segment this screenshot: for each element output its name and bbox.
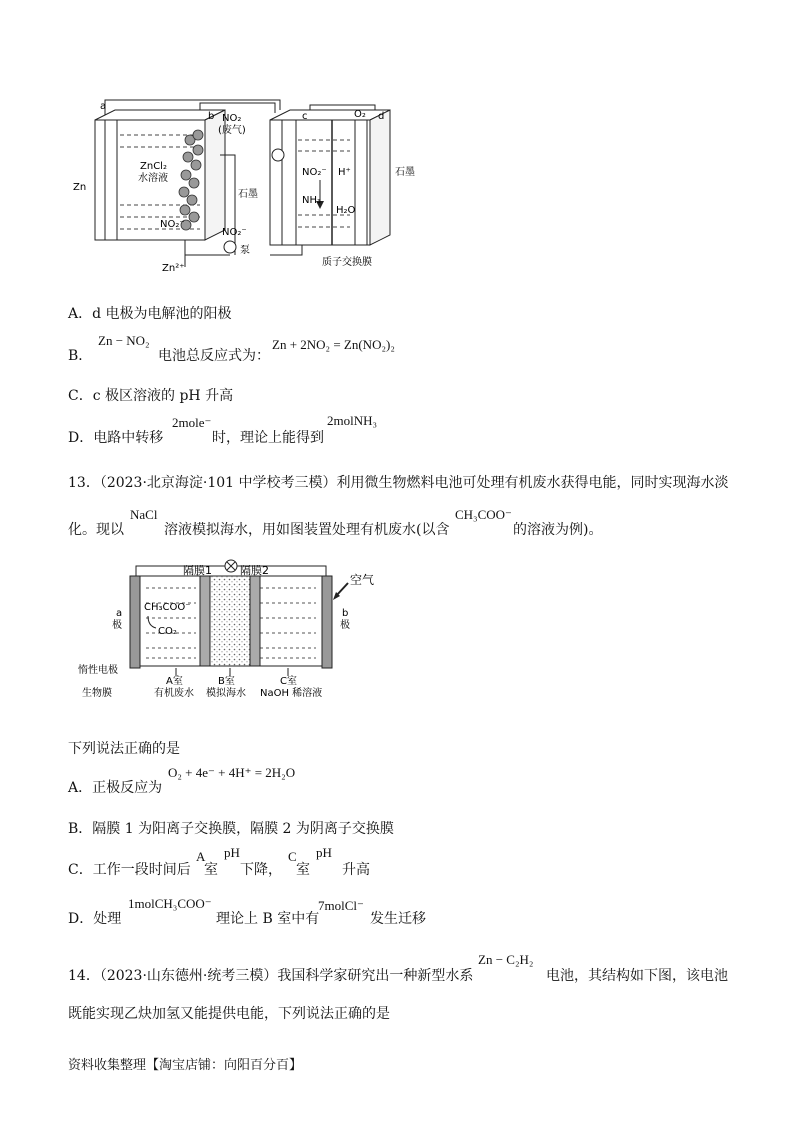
fig1-label-a: a (100, 101, 107, 112)
fig2-room-c: C室 (280, 676, 297, 687)
q13-stem-formula2: CH₃COO⁻ (455, 507, 512, 522)
q13-option-c-room-a: A (196, 849, 206, 864)
fig1-no2-minus: NO₂⁻ (160, 219, 185, 230)
q13-option-c-ph2: pH (316, 845, 332, 860)
fig2-seawater: 模拟海水 (206, 688, 246, 699)
page-footer: 资料收集整理【淘宝店铺：向阳百分百】 (68, 1058, 303, 1073)
q14-stem-line2: 既能实现乙炔加氢又能提供电能，下列说法正确的是 (68, 1006, 390, 1022)
fig2-ch3coo: CH₃COO⁻ (144, 602, 191, 613)
q13-prompt: 下列说法正确的是 (68, 741, 180, 757)
q13-option-d-formula2: 7molCl⁻ (318, 898, 364, 913)
fig1-zn2: Zn²⁺ (162, 263, 185, 274)
fig2-room-a: A室 (166, 676, 183, 687)
q13-option-b: B．隔膜 1 为阳离子交换膜，隔膜 2 为阴离子交换膜 (68, 821, 394, 837)
q12-option-b-prefix: B． (68, 348, 93, 364)
q12-option-b-formula1: Zn − NO₂ (98, 333, 150, 348)
q12-option-b-formula2: Zn + 2NO₂ = Zn(NO₂)₂ (272, 337, 395, 352)
fig1-label-d: d (378, 111, 385, 122)
q13-option-c-ph1: pH (224, 845, 240, 860)
fig2-a-pole: a (116, 608, 123, 619)
fig1-no2-right: NO₂⁻ (302, 167, 327, 178)
fig1-label-b: b (208, 111, 215, 122)
q13-option-c-room-c: C (288, 849, 297, 864)
q12-option-d-prefix: D．电路中转移 (68, 430, 164, 446)
fig1-nh3: NH₃ (302, 195, 322, 206)
q13-option-c-text4: 升高 (342, 862, 370, 878)
fig1-solution: 水溶液 (138, 173, 168, 184)
fig2-naoh: NaOH 稀溶液 (260, 688, 323, 699)
q12-option-a: A．d 电极为电解池的阳极 (68, 306, 232, 322)
fig1-zncl2: ZnCl₂ (140, 161, 167, 172)
q12-option-d-formula1: 2mole⁻ (172, 415, 212, 430)
fig1-hplus: H⁺ (338, 167, 351, 178)
fig1-pump: 泵 (240, 245, 250, 256)
q13-stem-line2c: 的溶液为例)。 (513, 522, 603, 538)
q13-stem-line2a: 化。现以 (68, 522, 124, 538)
q13-option-d-post: 发生迁移 (370, 911, 426, 927)
q13-option-a-prefix: A．正极反应为 (68, 780, 163, 796)
fig1-waste-label: (废气) (218, 125, 246, 136)
fig2-b-pole: b (342, 608, 349, 619)
fig1-h2o: H₂O (336, 205, 356, 216)
q13-option-c-text3: 室 (296, 862, 310, 878)
q14-stem-formula: Zn − C₂H₂ (478, 952, 534, 967)
q13-option-c-prefix: C．工作一段时间后 (68, 862, 191, 878)
q13-stem-line2b: 溶液模拟海水，用如图装置处理有机废水(以含 (164, 522, 450, 538)
fig2-membrane1: 隔膜1 (183, 564, 212, 577)
fig2-waste-water: 有机废水 (154, 688, 194, 699)
fig2-membrane2: 隔膜2 (240, 564, 269, 577)
fig1-no2-waste: NO₂ (222, 113, 242, 124)
fig2-inert-electrode: 惰性电极 (78, 665, 118, 676)
q13-stem-line1: 13．（2023·北京海淀·101 中学校考三模）利用微生物燃料电池可处理有机废水获得电能，同时实现海水淡 (68, 475, 729, 491)
fig1-membrane: 质子交换膜 (322, 257, 372, 268)
fig1-label-c: c (302, 111, 308, 122)
fig2-air: 空气 (350, 573, 375, 587)
q12-option-c: C．c 极区溶液的 pH 升高 (68, 388, 234, 404)
electrochem-cell-diagram-1 (70, 95, 415, 280)
fig2-co2: CO₂ (158, 626, 177, 637)
fig1-graphite-left: 石墨 (238, 189, 258, 200)
q14-stem-line1a: 14．（2023·山东德州·统考三模）我国科学家研究出一种新型水系 (68, 968, 474, 984)
q13-option-d-middle: 理论上 B 室中有 (216, 911, 320, 927)
fig1-o2: O₂ (354, 109, 366, 120)
q12-option-b-middle: 电池总反应式为： (158, 348, 270, 364)
q12-option-d-formula2: 2molNH₃ (327, 413, 378, 428)
q13-option-d-formula1: 1molCH₃COO⁻ (128, 896, 212, 911)
q13-stem-formula1: NaCl (130, 507, 158, 522)
q13-option-c-text2: 下降， (240, 862, 282, 878)
q13-option-c-text1: 室 (204, 862, 218, 878)
q14-stem-line1b: 电池，其结构如下图，该电池 (546, 968, 728, 984)
q13-option-d-prefix: D．处理 (68, 911, 122, 927)
q13-option-a-formula: O₂ + 4e⁻ + 4H⁺ = 2H₂O (168, 765, 296, 780)
fig2-biofilm: 生物膜 (82, 688, 112, 699)
fig1-no2-minus-b: NO₂⁻ (222, 227, 247, 238)
fig1-zn: Zn (73, 182, 87, 193)
fig1-graphite-right: 石墨 (395, 167, 415, 178)
fig2-a-pole-2: 极 (112, 620, 122, 631)
q12-option-d-middle: 时，理论上能得到 (212, 430, 324, 446)
fig2-room-b: B室 (218, 676, 235, 687)
microbial-fuel-cell-diagram (78, 558, 398, 698)
fig2-b-pole-2: 极 (340, 620, 350, 631)
